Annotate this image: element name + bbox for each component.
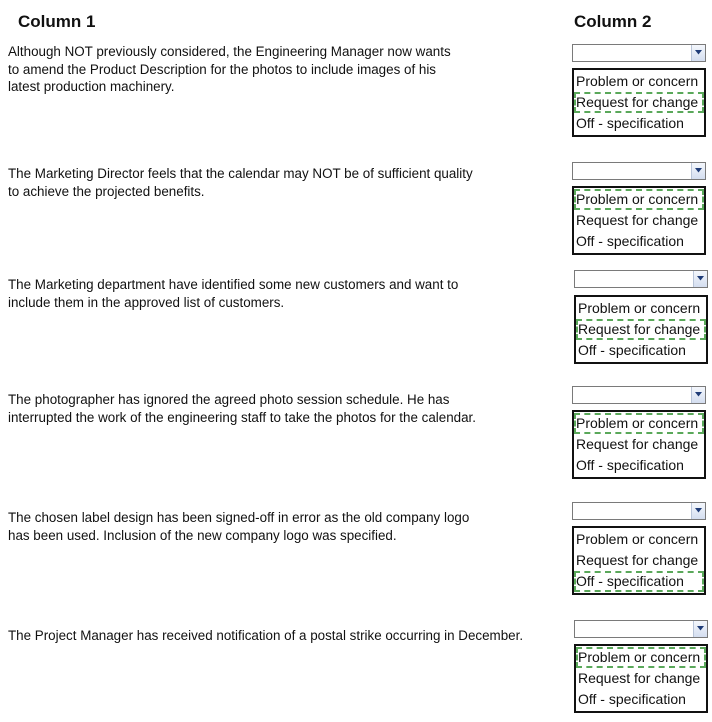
options-list: [574, 295, 708, 364]
chevron-down-icon[interactable]: [691, 503, 705, 519]
answer-dropdown[interactable]: [572, 162, 706, 180]
chevron-down-icon[interactable]: [691, 45, 705, 61]
option-problem-or-concern[interactable]: Problem or concern: [574, 189, 704, 210]
statement-text: The chosen label design has been signed-off in error as the old company logo has been used. Inclusion of the new company logo was specified.: [8, 510, 470, 543]
chevron-down-icon[interactable]: [693, 621, 707, 637]
column-2-header: Column 2: [574, 12, 652, 31]
statement-text: The photographer has ignored the agreed photo session schedule. He has interrupted the work of the engineering staff to take the photos for the calendar.: [8, 392, 476, 425]
answer-dropdown[interactable]: [572, 44, 706, 62]
chevron-down-icon[interactable]: [693, 271, 707, 287]
answer-dropdown[interactable]: [574, 620, 708, 638]
option-request-for-change[interactable]: Request for change: [576, 436, 699, 452]
answer-dropdown[interactable]: [572, 502, 706, 520]
option-off-specification[interactable]: Off - specification: [576, 233, 684, 249]
option-off-specification[interactable]: Off - specification: [574, 571, 704, 592]
options-list: [572, 68, 706, 137]
option-off-specification[interactable]: Off - specification: [576, 457, 684, 473]
option-problem-or-concern[interactable]: Problem or concern: [576, 73, 699, 89]
option-off-specification[interactable]: Off - specification: [578, 342, 686, 358]
option-off-specification[interactable]: Off - specification: [576, 115, 684, 131]
option-problem-or-concern[interactable]: Problem or concern: [578, 300, 701, 316]
option-request-for-change[interactable]: Request for change: [578, 670, 701, 686]
options-list: [572, 186, 706, 255]
option-problem-or-concern[interactable]: Problem or concern: [574, 413, 704, 434]
option-problem-or-concern[interactable]: Problem or concern: [576, 647, 706, 668]
answer-dropdown[interactable]: [574, 270, 708, 288]
statement-text: The Marketing Director feels that the calendar may NOT be of sufficient quality to achieve the projected benefits.: [8, 166, 473, 199]
option-request-for-change[interactable]: Request for change: [576, 319, 706, 340]
option-request-for-change[interactable]: Request for change: [576, 552, 699, 568]
option-off-specification[interactable]: Off - specification: [578, 691, 686, 707]
option-request-for-change[interactable]: Request for change: [576, 212, 699, 228]
statement-text: The Project Manager has received notification of a postal strike occurring in December.: [8, 628, 524, 643]
options-list: [574, 644, 708, 713]
option-request-for-change[interactable]: Request for change: [574, 92, 704, 113]
chevron-down-icon[interactable]: [691, 387, 705, 403]
options-list: [572, 526, 706, 595]
chevron-down-icon[interactable]: [691, 163, 705, 179]
answer-dropdown[interactable]: [572, 386, 706, 404]
option-problem-or-concern[interactable]: Problem or concern: [576, 531, 699, 547]
options-list: [572, 410, 706, 479]
statement-text: The Marketing department have identified some new customers and want to include them in the approved list of customers.: [8, 277, 459, 310]
statement-text: Although NOT previously considered, the Engineering Manager now wants to amend the Product Description for the photos to include images of his latest production machinery.: [8, 44, 451, 94]
column-1-header: Column 1: [18, 12, 96, 31]
